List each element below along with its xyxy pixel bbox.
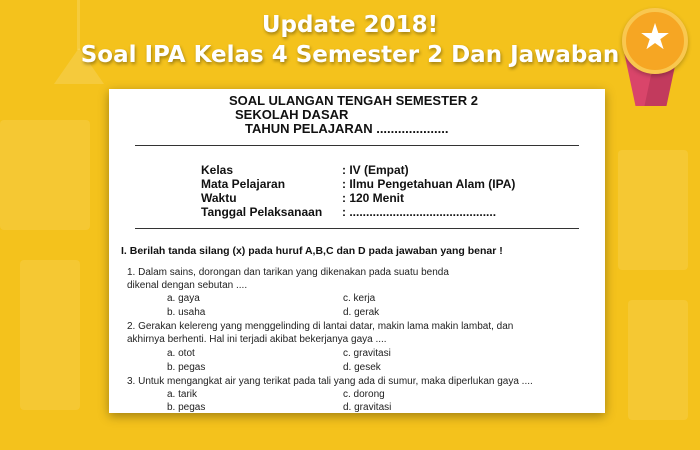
question-2-option-b: b. pegas bbox=[167, 362, 206, 373]
instruction-text: I. Berilah tanda silang (x) pada huruf A,B,C dan D pada jawaban yang benar ! bbox=[121, 245, 503, 257]
question-3-line1: 3. Untuk mengangkat air yang terikat pada tali yang ada di sumur, maka diperlukan gaya .... bbox=[127, 376, 533, 387]
question-3-option-b: b. pegas bbox=[167, 402, 206, 413]
question-2-option-c: c. gravitasi bbox=[343, 348, 391, 359]
question-2-option-a: a. otot bbox=[167, 348, 195, 359]
badge-circle bbox=[622, 8, 688, 74]
question-1-line2: dikenal dengan sebutan .... bbox=[127, 280, 248, 291]
info-label: Waktu bbox=[201, 191, 237, 205]
question-3-option-d: d. gravitasi bbox=[343, 402, 392, 413]
banner-title-line1: Update 2018! bbox=[261, 12, 439, 38]
question-2-line2: akhirnya berhenti. Hal ini terjadi akibat bekerjanya gaya .... bbox=[127, 334, 387, 345]
banner-title-line2: Soal IPA Kelas 4 Semester 2 Dan Jawaban bbox=[80, 42, 620, 68]
question-2-option-d: d. gesek bbox=[343, 362, 381, 373]
medal-badge bbox=[614, 2, 686, 112]
question-1-option-c: c. kerja bbox=[343, 293, 376, 304]
info-label: Kelas bbox=[201, 163, 234, 177]
divider-bottom bbox=[135, 228, 579, 229]
doc-header-school: SEKOLAH DASAR bbox=[235, 107, 349, 122]
question-1-option-a: a. gaya bbox=[167, 293, 200, 304]
exam-document bbox=[109, 89, 605, 413]
divider-top bbox=[135, 145, 579, 146]
question-2-line1: 2. Gerakan kelereng yang menggelinding di lantai datar, makin lama makin lambat, dan bbox=[127, 321, 514, 332]
question-1-line1: 1. Dalam sains, dorongan dan tarikan yang dikenakan pada suatu benda bbox=[127, 267, 449, 278]
bg-cabinet bbox=[20, 260, 80, 410]
question-3-option-c: c. dorong bbox=[343, 389, 385, 400]
info-label: Mata Pelajaran bbox=[201, 177, 286, 191]
info-value: : ............................................ bbox=[342, 205, 497, 219]
question-3-option-a: a. tarik bbox=[167, 389, 198, 400]
star-icon: ★ bbox=[638, 17, 672, 58]
bg-frame bbox=[618, 150, 688, 270]
question-1-option-b: b. usaha bbox=[167, 307, 206, 318]
bg-shelf bbox=[0, 120, 90, 230]
info-value: : 120 Menit bbox=[342, 191, 405, 205]
info-label: Tanggal Pelaksanaan bbox=[201, 205, 323, 219]
info-value: : IV (Empat) bbox=[342, 163, 409, 177]
doc-header-year: TAHUN PELAJARAN .................... bbox=[245, 121, 449, 136]
doc-header-title: SOAL ULANGAN TENGAH SEMESTER 2 bbox=[229, 93, 478, 108]
bg-plant bbox=[628, 300, 688, 420]
info-value: : Ilmu Pengetahuan Alam (IPA) bbox=[342, 177, 516, 191]
question-1-option-d: d. gerak bbox=[343, 307, 380, 318]
